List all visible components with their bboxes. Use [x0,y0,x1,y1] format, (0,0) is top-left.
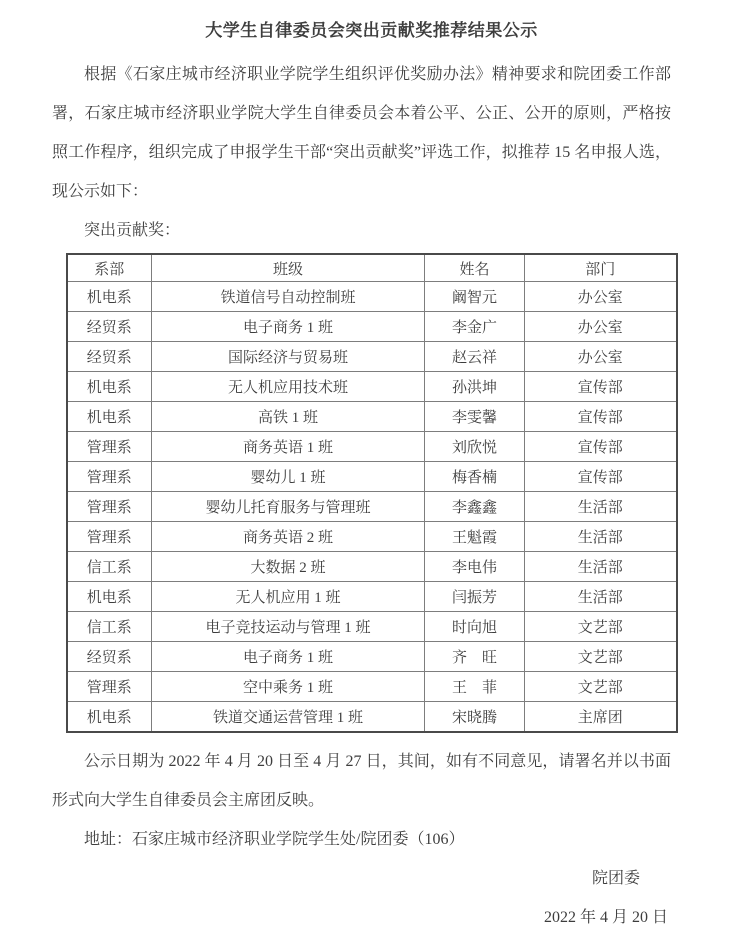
table-cell: 铁道交通运营管理 1 班 [152,702,425,733]
table-cell: 李鑫鑫 [425,492,525,522]
publicity-period-paragraph: 公示日期为 2022 年 4 月 20 日至 4 月 27 日，其间，如有不同意见，请署名并以书面形式向大学生自律委员会主席团反映。 [52,753,671,809]
header-row [67,254,677,282]
table-cell: 王 菲 [425,672,525,702]
award-table [66,253,678,733]
table-cell: 机电系 [67,402,152,432]
table-cell: 管理系 [67,432,152,462]
signature-block [52,859,668,937]
table-cell: 宣传部 [525,372,677,402]
table-cell: 婴幼儿 1 班 [152,462,425,492]
table-cell: 电子竞技运动与管理 1 班 [152,612,425,642]
table-cell: 商务英语 1 班 [152,432,425,462]
table-cell: 空中乘务 1 班 [152,672,425,702]
table-cell: 电子商务 1 班 [152,642,425,672]
table-cell: 生活部 [525,582,677,612]
table-cell: 信工系 [67,612,152,642]
table-row [67,312,677,342]
table-row [67,372,677,402]
intro-paragraph: 根据《石家庄城市经济职业学院学生组织评优奖励办法》精神要求和院团委工作部署，石家庄城市经济职业学院大学生自律委员会本着公平、公正、公开的原则，严格按照工作程序，组织完成了申报学生干部“突出贡献奖”评选工作，拟推荐 15 名申报人选，现公示如下： [52,66,671,200]
table-cell: 孙洪坤 [425,372,525,402]
award-table-header [67,254,677,282]
table-cell: 闫振芳 [425,582,525,612]
table-cell: 李金广 [425,312,525,342]
table-cell: 无人机应用技术班 [152,372,425,402]
table-cell: 文艺部 [525,672,677,702]
table-cell: 办公室 [525,312,677,342]
column-header: 系部 [67,254,152,282]
address-line: 地址：石家庄城市经济职业学院学生处/院团委（106） [84,831,465,848]
table-cell: 生活部 [525,522,677,552]
table-cell: 主席团 [525,702,677,733]
table-cell: 李电伟 [425,552,525,582]
table-row [67,432,677,462]
table-cell: 宋晓腾 [425,702,525,733]
table-cell: 大数据 2 班 [152,552,425,582]
table-row [67,462,677,492]
table-row [67,282,677,312]
table-cell: 宣传部 [525,432,677,462]
table-row [67,552,677,582]
table-cell: 国际经济与贸易班 [152,342,425,372]
table-cell: 文艺部 [525,612,677,642]
table-cell: 经贸系 [67,312,152,342]
table-cell: 宣传部 [525,462,677,492]
table-cell: 无人机应用 1 班 [152,582,425,612]
table-cell: 经贸系 [67,342,152,372]
table-row [67,402,677,432]
column-header: 班级 [152,254,425,282]
table-row [67,702,677,733]
table-cell: 经贸系 [67,642,152,672]
table-cell: 铁道信号自动控制班 [152,282,425,312]
table-cell: 赵云祥 [425,342,525,372]
table-cell: 电子商务 1 班 [152,312,425,342]
table-cell: 管理系 [67,672,152,702]
signature-date: 2022 年 4 月 20 日 [543,909,668,926]
table-cell: 管理系 [67,462,152,492]
award-section-label: 突出贡献奖： [84,222,181,239]
table-row [67,492,677,522]
table-cell: 阚智元 [425,282,525,312]
table-cell: 王魁霞 [425,522,525,552]
column-header: 部门 [525,254,677,282]
table-cell: 齐 旺 [425,642,525,672]
table-cell: 机电系 [67,282,152,312]
signature-org: 院团委 [591,870,640,887]
table-cell: 办公室 [525,282,677,312]
table-row [67,612,677,642]
table-cell: 婴幼儿托育服务与管理班 [152,492,425,522]
table-cell: 管理系 [67,492,152,522]
table-cell: 刘欣悦 [425,432,525,462]
award-table-body [67,282,677,733]
table-cell: 商务英语 2 班 [152,522,425,552]
table-cell: 高铁 1 班 [152,402,425,432]
table-cell: 办公室 [525,342,677,372]
column-header: 姓名 [425,254,525,282]
table-cell: 机电系 [67,582,152,612]
table-cell: 文艺部 [525,642,677,672]
table-cell: 机电系 [67,372,152,402]
table-row [67,342,677,372]
table-cell: 生活部 [525,552,677,582]
table-cell: 管理系 [67,522,152,552]
table-cell: 信工系 [67,552,152,582]
table-cell: 宣传部 [525,402,677,432]
table-row [67,582,677,612]
page-title: 大学生自律委员会突出贡献奖推荐结果公示 [205,21,538,40]
table-cell: 生活部 [525,492,677,522]
table-row [67,672,677,702]
table-cell: 李雯馨 [425,402,525,432]
table-row [67,642,677,672]
table-row [67,522,677,552]
table-cell: 时向旭 [425,612,525,642]
table-cell: 梅香楠 [425,462,525,492]
table-cell: 机电系 [67,702,152,733]
